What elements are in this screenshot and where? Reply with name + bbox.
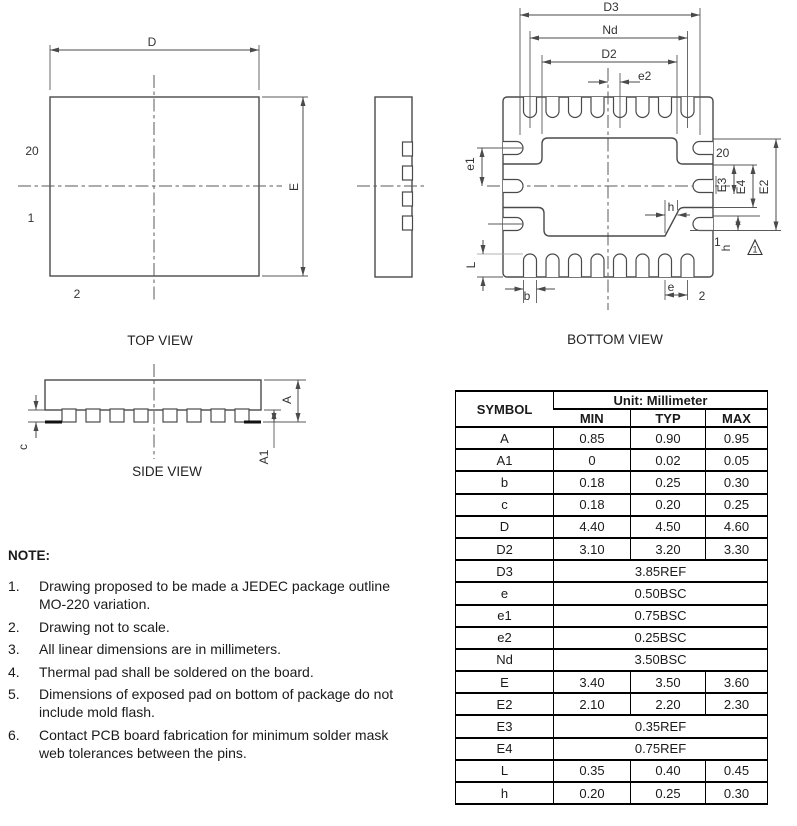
- top-view: [18, 35, 308, 348]
- table-row-D3: [456, 560, 768, 582]
- max-cell: 3.60: [706, 671, 768, 693]
- symbol-cell: E: [456, 671, 554, 693]
- note-number: 3.: [8, 641, 20, 657]
- dim-label-E: E: [287, 182, 301, 192]
- symbol-cell: A1: [456, 449, 554, 471]
- note-text: Contact PCB board fabrication for minimum solder mask web tolerances between the pins.: [39, 726, 389, 761]
- note-number: 5.: [8, 686, 20, 702]
- table-row-b: [456, 471, 768, 493]
- symbol-cell: D2: [456, 538, 554, 560]
- dim-label-E4: E4: [734, 179, 748, 195]
- dim-label-A: A: [280, 395, 294, 405]
- max-cell: 0.30: [706, 782, 768, 804]
- max-cell: 4.60: [706, 516, 768, 538]
- note-number: 2.: [8, 618, 20, 635]
- note-item-4: [8, 663, 418, 681]
- max-cell: 0.45: [706, 760, 768, 782]
- dim-label-L: L: [464, 261, 478, 269]
- top-view-title: TOP VIEW: [127, 333, 193, 348]
- symbol-cell: D: [456, 516, 554, 538]
- dim-label-e2: e2: [638, 69, 652, 83]
- bottom-view-title: BOTTOM VIEW: [567, 332, 663, 347]
- dim-label-E2: E2: [757, 179, 771, 195]
- dim-label-A1: A1: [257, 449, 271, 465]
- typ-cell: 3.20: [631, 538, 706, 560]
- dim-label-D2: D2: [601, 47, 617, 61]
- table-row-h: [456, 782, 768, 804]
- note-text: Drawing proposed to be made a JEDEC package outline MO-220 variation.: [39, 578, 390, 612]
- typ-cell: 4.50: [631, 516, 706, 538]
- symbol-cell: e2: [456, 627, 554, 649]
- side-view: [16, 364, 306, 479]
- typ-cell: 3.50: [631, 671, 706, 693]
- table-header-max: MAX: [706, 409, 768, 427]
- min-cell: 2.10: [554, 693, 631, 715]
- dim-label-e1: e1: [463, 157, 477, 171]
- table-header-typ: TYP: [631, 409, 706, 427]
- table-row-E4: [456, 738, 768, 760]
- min-cell: 0.18: [554, 471, 631, 493]
- max-cell: 3.30: [706, 538, 768, 560]
- value-cell-span: 0.35REF: [554, 715, 768, 737]
- symbol-cell: L: [456, 760, 554, 782]
- table-row-E: [456, 671, 768, 693]
- typ-cell: 2.20: [631, 693, 706, 715]
- dim-label-Nd: Nd: [602, 23, 618, 37]
- pin-label-2-bottom: 2: [698, 289, 706, 303]
- max-cell: 0.30: [706, 471, 768, 493]
- note-triangle-number: 1: [752, 244, 758, 255]
- typ-cell: 0.90: [631, 427, 706, 449]
- dim-label-b: b: [523, 289, 531, 303]
- min-cell: 3.40: [554, 671, 631, 693]
- value-cell-span: 0.75BSC: [554, 605, 768, 627]
- table-row-e1: [456, 605, 768, 627]
- bottom-view: [463, 0, 781, 347]
- table-row-D: [456, 516, 768, 538]
- max-cell: 0.05: [706, 449, 768, 471]
- dim-label-D3: D3: [603, 0, 619, 14]
- max-cell: 0.25: [706, 494, 768, 516]
- min-cell: 4.40: [554, 516, 631, 538]
- pin-label-20-bottom: 20: [716, 146, 730, 160]
- symbol-cell: A: [456, 427, 554, 449]
- pin-label-1-bottom: 1: [714, 235, 721, 249]
- table-header-min: MIN: [554, 409, 631, 427]
- min-cell: 0.18: [554, 494, 631, 516]
- min-cell: 3.10: [554, 538, 631, 560]
- dimension-table: [455, 390, 768, 805]
- table-row-E3: [456, 715, 768, 737]
- value-cell-span: 0.75REF: [554, 738, 768, 760]
- pin-label-20: 20: [25, 144, 39, 158]
- typ-cell: 0.25: [631, 782, 706, 804]
- notes-list: [8, 577, 418, 762]
- dim-label-h-side: h: [719, 244, 733, 252]
- table-header-symbol: SYMBOL: [456, 391, 554, 427]
- note-item-3: [8, 640, 418, 658]
- note-number: 4.: [8, 663, 20, 680]
- min-cell: 0.20: [554, 782, 631, 804]
- value-cell-span: 3.50BSC: [554, 649, 768, 671]
- notes-heading: NOTE:: [8, 548, 50, 563]
- symbol-cell: e: [456, 582, 554, 604]
- pin-label-2: 2: [73, 287, 81, 301]
- table-row-A1: [456, 449, 768, 471]
- min-cell: 0.35: [554, 760, 631, 782]
- note-item-1: [8, 577, 418, 613]
- max-cell: 0.95: [706, 427, 768, 449]
- note-number: 1.: [8, 578, 20, 594]
- edge-profile-view: [357, 97, 425, 277]
- max-cell: 2.30: [706, 693, 768, 715]
- min-cell: 0: [554, 449, 631, 471]
- table-header-unit: Unit: Millimeter: [554, 391, 768, 409]
- note-item-6: [8, 726, 418, 762]
- typ-cell: 0.40: [631, 760, 706, 782]
- typ-cell: 0.02: [631, 449, 706, 471]
- symbol-cell: E4: [456, 738, 554, 760]
- symbol-cell: E3: [456, 715, 554, 737]
- note-number: 6.: [8, 726, 20, 743]
- notes-section: [8, 548, 418, 766]
- table-row-e: [456, 582, 768, 604]
- symbol-cell: Nd: [456, 649, 554, 671]
- table-row-L: [456, 760, 768, 782]
- note-text: All linear dimensions are in millimeters.: [39, 641, 281, 657]
- dim-label-h-chamfer: h: [667, 200, 675, 214]
- note-item-2: [8, 618, 418, 636]
- note-item-5: [8, 685, 418, 721]
- value-cell-span: 3.85REF: [554, 560, 768, 582]
- dim-label-E3: E3: [715, 177, 729, 193]
- dim-label-c: c: [16, 444, 30, 450]
- table-row-E2: [456, 693, 768, 715]
- value-cell-span: 0.50BSC: [554, 582, 768, 604]
- table-row-Nd: [456, 649, 768, 671]
- note-text: Thermal pad shall be soldered on the board.: [39, 663, 314, 680]
- table-row-c: [456, 494, 768, 516]
- note-text: Drawing not to scale.: [39, 618, 170, 635]
- symbol-cell: c: [456, 494, 554, 516]
- table-row-A: [456, 427, 768, 449]
- dim-label-e: e: [667, 280, 675, 294]
- symbol-cell: E2: [456, 693, 554, 715]
- dim-label-D: D: [147, 35, 157, 49]
- value-cell-span: 0.25BSC: [554, 627, 768, 649]
- table-row-D2: [456, 538, 768, 560]
- symbol-cell: D3: [456, 560, 554, 582]
- typ-cell: 0.20: [631, 494, 706, 516]
- min-cell: 0.85: [554, 427, 631, 449]
- symbol-cell: b: [456, 471, 554, 493]
- typ-cell: 0.25: [631, 471, 706, 493]
- note-text: Dimensions of exposed pad on bottom of package do not include mold flash.: [39, 686, 394, 720]
- symbol-cell: e1: [456, 605, 554, 627]
- symbol-cell: h: [456, 782, 554, 804]
- table-row-e2: [456, 627, 768, 649]
- side-view-title: SIDE VIEW: [132, 464, 202, 479]
- pin-label-1: 1: [27, 211, 35, 225]
